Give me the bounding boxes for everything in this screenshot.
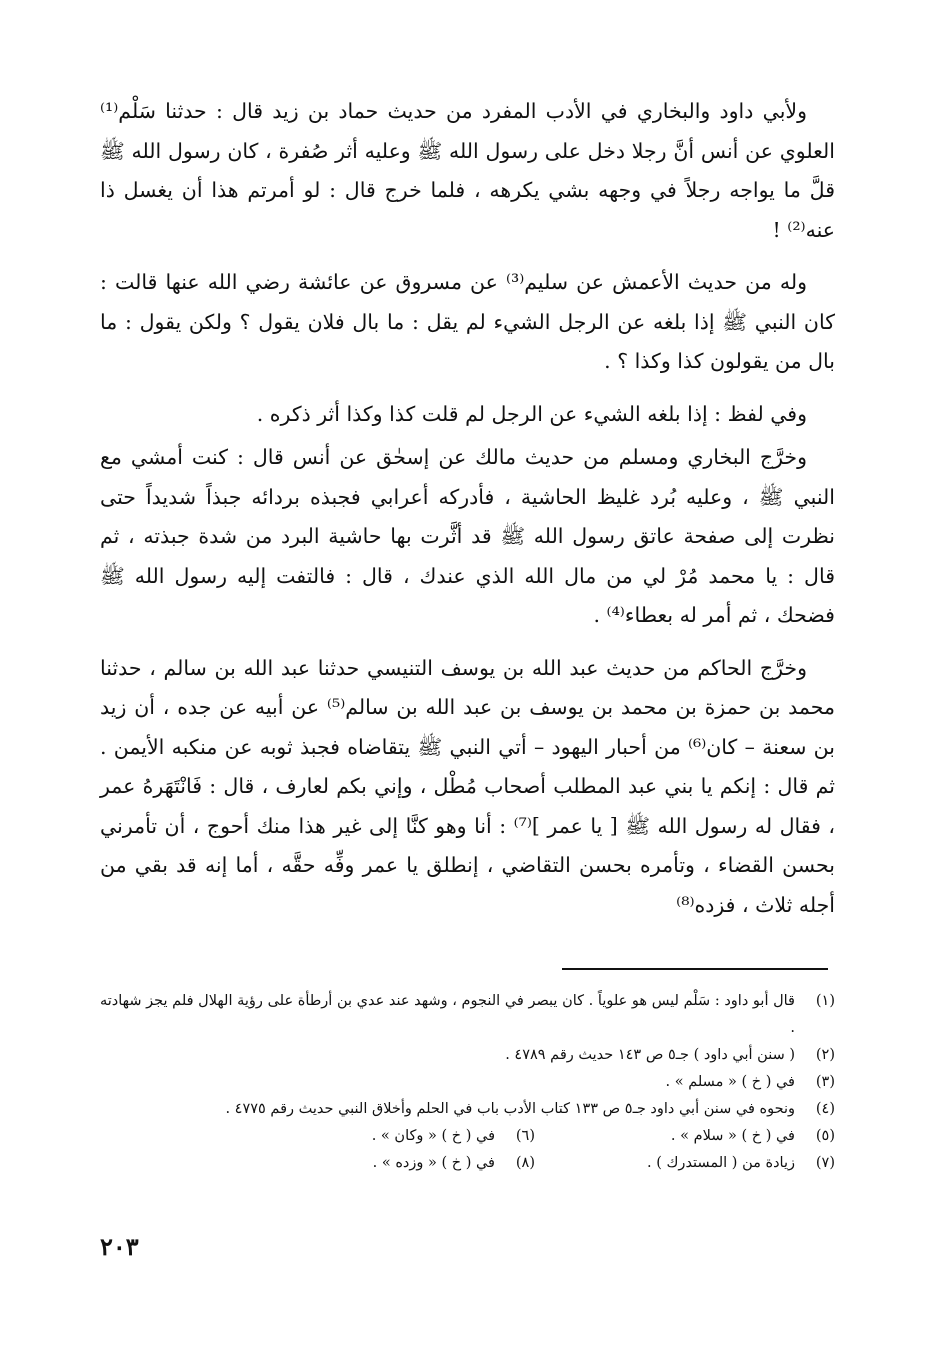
paragraph: وخرَّج الحاكم من حديث عبد الله بن يوسف التنيسي حدثنا عبد الله بن سالم ، حدثنا محمد بن حمزة بن محمد بن يوسف بن عبد الله بن سالم⁽⁵⁾ عن أبيه عن جده ، أن زيد بن سعنة – كان⁽⁶⁾ من أحبار اليهود – أتي النبي ﷺ يتقاضاه فجبذ ثوبه عن منكبه الأيمن . ثم قال : إنكم يا بني عبد المطلب أصحاب مُطْل ، وإني بكم لعارف ، قال : فَانْتَهَرهُ عمر ، فقال له رسول الله ﷺ [ يا عمر ]⁽⁷⁾ : أنا وهو كنَّا إلى غير هذا منك أحوج ، أن تأمرني بحسن القضاء ، وتأمره بحسن التقاضي ، إنطلق يا عمر وفِّه حقَّه ، أما إنه قد بقي من أجله ثلاث ، فزده⁽⁸⁾ xyxy=(100,655,836,917)
footnote xyxy=(100,988,835,1042)
footnote xyxy=(100,1069,835,1096)
footnote-text: ونحوه في سنن أبي داود جـ٥ ص ١٣٣ كتاب الأدب باب في الحلم وأخلاق النبي حديث رقم ٤٧٧٥ . xyxy=(225,1101,795,1117)
footnote-text: ( سنن أبي داود ) جـ٥ ص ١٤٣ حديث رقم ٤٧٨٩ . xyxy=(505,1047,795,1063)
footnote-pair xyxy=(100,1123,835,1150)
footnote xyxy=(100,1042,835,1069)
footnotes xyxy=(100,988,835,1177)
footnote-separator xyxy=(562,968,828,970)
paragraph: وفي لفظ : إذا بلغه الشيء عن الرجل لم قلت كذا وكذا أثر ذكره . xyxy=(256,401,807,426)
footnote-text: في ( خ ) « مسلم » . xyxy=(665,1074,795,1090)
paragraph: وخرَّج البخاري ومسلم من حديث مالك عن إسحٰق عن أنس قال : كنت أمشي مع النبي ﷺ ، وعليه بُرد غليظ الحاشية ، فأدركه أعرابي فجبذه بردائه جبذاً شديداً حتى نظرت إلى صفحة عاتق رسول الله ﷺ قد أثَّرت بها حاشية البرد من شدة جبذته ، ثم قال : يا محمد مُرْ لي من مال الله الذي عندك ، قال : فالتفت إليه رسول الله ﷺ فضحك ، ثم أمر له بعطاء⁽⁴⁾ . xyxy=(100,445,835,627)
footnote xyxy=(100,1096,835,1123)
footnote-number: (٤) xyxy=(815,1101,835,1117)
footnote-text: في ( خ ) « سلام » . xyxy=(670,1128,795,1144)
footnote-number: (٢) xyxy=(815,1047,835,1063)
main-text xyxy=(100,92,835,938)
footnote-number: (١) xyxy=(815,993,835,1009)
footnote-pair xyxy=(100,1150,835,1177)
footnote-number: (٣) xyxy=(815,1074,835,1090)
footnote-number: (٦) xyxy=(515,1128,535,1144)
footnote-text: زيادة من ( المستدرك ) . xyxy=(647,1155,795,1171)
paragraph: ولأبي داود والبخاري في الأدب المفرد من حديث حماد بن زيد قال : حدثنا سَلْم⁽¹⁾ العلوي عن أنس أنَّ رجلا دخل على رسول الله ﷺ وعليه أثر صُفرة ، كان رسول الله ﷺ قلَّ ما يواجه رجلاً في وجهه بشي يكرهه ، فلما خرج قال : لو أمرتم هذا أن يغسل ذا عنه⁽²⁾ ! xyxy=(100,99,835,242)
footnote-number: (٥) xyxy=(815,1128,835,1144)
paragraph: وله من حديث الأعمش عن سليم⁽³⁾ عن مسروق عن عائشة رضي الله عنها قالت : كان النبي ﷺ إذا بلغه عن الرجل الشيء لم يقل : ما بال فلان يقول ؟ ولكن يقول : ما بال من يقولون كذا وكذا ؟ . xyxy=(100,270,835,373)
page-number: ٢٠٣ xyxy=(100,1232,139,1261)
footnote-text: قال أبو داود : سَلْم ليس هو علوياً . كان يبصر في النجوم ، وشهد عند عدي بن أرطأة على رؤية الهلال فلم يجز شهادته . xyxy=(100,993,795,1036)
footnote-number: (٨) xyxy=(515,1155,535,1171)
footnote-text: في ( خ ) « وزده » . xyxy=(372,1155,495,1171)
footnote-text: في ( خ ) « وكان » . xyxy=(371,1128,495,1144)
footnote-number: (٧) xyxy=(815,1155,835,1171)
